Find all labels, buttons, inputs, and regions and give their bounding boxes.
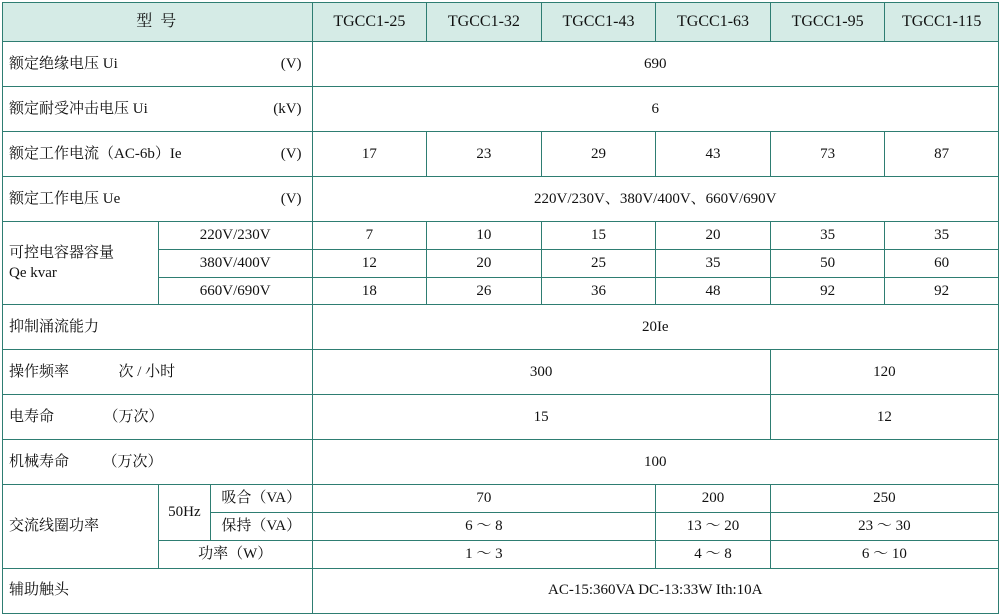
capacitor-r1-v6: 35 [885, 222, 999, 250]
header-model-5: TGCC1-95 [770, 3, 885, 42]
row-label-working-current [3, 132, 313, 177]
insulation-voltage-unit: (V) [280, 55, 302, 72]
working-current-value-6: 87 [885, 132, 999, 177]
capacitor-r3-v5: 92 [770, 277, 885, 305]
capacitor-r2-v5: 50 [770, 249, 885, 277]
insulation-voltage-value: 690 [312, 42, 998, 87]
table-row [3, 440, 999, 485]
insulation-voltage-text: 额定绝缘电压 Ui [9, 55, 118, 72]
capacitor-r1-v2: 10 [427, 222, 542, 250]
table-row [3, 568, 999, 613]
coil-power-pickup-v3: 250 [770, 485, 998, 513]
table-row [3, 222, 999, 250]
capacitor-capacity-line2: Qe kvar [9, 265, 57, 282]
working-current-value-1: 17 [312, 132, 427, 177]
coil-power-pickup-v1: 70 [312, 485, 656, 513]
capacitor-sub-label-2: 380V/400V [158, 249, 312, 277]
table-row [3, 42, 999, 87]
working-current-value-4: 43 [656, 132, 771, 177]
impulse-voltage-value: 6 [312, 87, 998, 132]
auxiliary-contact-value: AC-15:360VA DC-13:33W Ith:10A [312, 568, 998, 613]
operation-frequency-text: 操作频率 [9, 363, 70, 380]
capacitor-r1-v1: 7 [312, 222, 427, 250]
table-row [3, 350, 999, 395]
capacitor-r3-v2: 26 [427, 277, 542, 305]
mechanical-life-value: 100 [312, 440, 998, 485]
coil-power-frequency-label: 50Hz [158, 485, 210, 541]
row-label-working-voltage [3, 177, 313, 222]
header-model-6: TGCC1-115 [885, 3, 999, 42]
electrical-life-text: 电寿命 [9, 408, 55, 425]
coil-power-watt-v1: 1 ～ 3 [312, 540, 656, 568]
impulse-voltage-text: 额定耐受冲击电压 Ui [9, 100, 148, 117]
electrical-life-unit: （万次） [103, 408, 164, 425]
header-model-2: TGCC1-32 [427, 3, 542, 42]
coil-power-hold-v1: 6 ～ 8 [312, 513, 656, 541]
row-label-impulse-voltage [3, 87, 313, 132]
operation-frequency-value-2: 120 [770, 350, 998, 395]
operation-frequency-unit: 次 / 小时 [118, 363, 176, 380]
table-row [3, 87, 999, 132]
capacitor-r3-v4: 48 [656, 277, 771, 305]
capacitor-r3-v6: 92 [885, 277, 999, 305]
electrical-life-value-1: 15 [312, 395, 770, 440]
row-label-capacitor-capacity [3, 222, 159, 305]
row-label-coil-power: 交流线圈功率 [3, 485, 159, 568]
capacitor-r2-v4: 35 [656, 249, 771, 277]
capacitor-r2-v2: 20 [427, 249, 542, 277]
coil-power-hold-v2: 13 ～ 20 [656, 513, 771, 541]
row-label-electrical-life [3, 395, 313, 440]
header-model-1: TGCC1-25 [312, 3, 427, 42]
table-row [3, 395, 999, 440]
table-row [3, 305, 999, 350]
row-label-auxiliary-contact: 辅助触头 [3, 568, 313, 613]
capacitor-r1-v4: 20 [656, 222, 771, 250]
coil-power-sub-label-2: 保持（VA） [211, 513, 313, 541]
specification-table-container [0, 2, 1001, 599]
working-voltage-unit: (V) [280, 190, 302, 207]
header-model-3: TGCC1-43 [541, 3, 656, 42]
working-current-value-3: 29 [541, 132, 656, 177]
mechanical-life-text: 机械寿命 [9, 453, 70, 470]
capacitor-r1-v5: 35 [770, 222, 885, 250]
table-row [3, 485, 999, 513]
table-header-row [3, 3, 999, 42]
coil-power-watt-v2: 4 ～ 8 [656, 540, 771, 568]
capacitor-r2-v6: 60 [885, 249, 999, 277]
working-current-unit: (V) [280, 145, 302, 162]
coil-power-hold-v3: 23 ～ 30 [770, 513, 998, 541]
specification-table [2, 2, 999, 614]
impulse-voltage-unit: (kV) [273, 100, 302, 117]
working-voltage-text: 额定工作电压 Ue [9, 190, 121, 207]
table-row [3, 132, 999, 177]
capacitor-r3-v1: 18 [312, 277, 427, 305]
row-label-operation-frequency [3, 350, 313, 395]
table-row [3, 177, 999, 222]
header-model-label: 型 号 [3, 3, 313, 42]
inrush-suppression-value: 20Ie [312, 305, 998, 350]
working-current-value-5: 73 [770, 132, 885, 177]
electrical-life-value-2: 12 [770, 395, 998, 440]
mechanical-life-unit: （万次） [102, 453, 163, 470]
capacitor-r2-v3: 25 [541, 249, 656, 277]
working-current-value-2: 23 [427, 132, 542, 177]
row-label-inrush-suppression: 抑制涌流能力 [3, 305, 313, 350]
row-label-mechanical-life [3, 440, 313, 485]
capacitor-sub-label-3: 660V/690V [158, 277, 312, 305]
operation-frequency-value-1: 300 [312, 350, 770, 395]
capacitor-r2-v1: 12 [312, 249, 427, 277]
coil-power-watt-v3: 6 ～ 10 [770, 540, 998, 568]
capacitor-r1-v3: 15 [541, 222, 656, 250]
coil-power-sub-label-3: 功率（W） [158, 540, 312, 568]
coil-power-sub-label-1: 吸合（VA） [211, 485, 313, 513]
capacitor-capacity-line1: 可控电容器容量 [9, 244, 115, 261]
capacitor-sub-label-1: 220V/230V [158, 222, 312, 250]
header-model-4: TGCC1-63 [656, 3, 771, 42]
capacitor-r3-v3: 36 [541, 277, 656, 305]
coil-power-pickup-v2: 200 [656, 485, 771, 513]
row-label-insulation-voltage [3, 42, 313, 87]
working-current-text: 额定工作电流（AC-6b）Ie [9, 145, 182, 162]
working-voltage-value: 220V/230V、380V/400V、660V/690V [312, 177, 998, 222]
